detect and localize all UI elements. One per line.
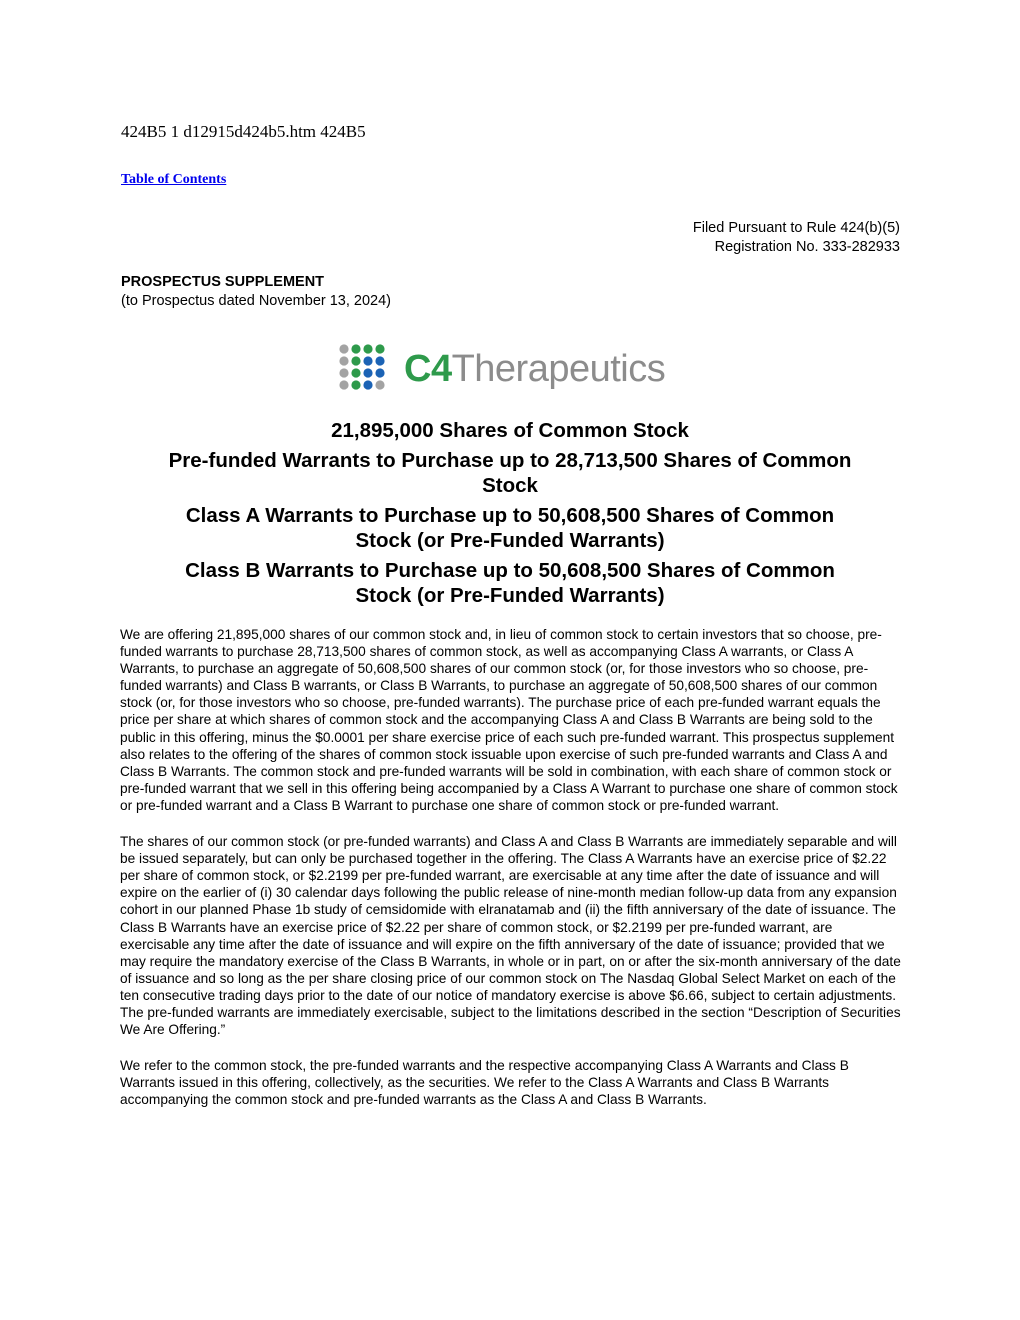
file-header: 424B5 1 d12915d424b5.htm 424B5 (121, 122, 366, 141)
offering-title-prefunded-warrants: Pre-funded Warrants to Purchase up to 28,713,500 Shares of Common Stock (168, 448, 852, 497)
logo-wordmark (404, 343, 665, 395)
prospectus-body (120, 626, 902, 1127)
table-of-contents-link[interactable]: Table of Contents (121, 172, 227, 187)
c4-dots-icon (338, 343, 398, 395)
offering-titles (121, 418, 899, 613)
paragraph-warrant-terms: The shares of our common stock (or pre-funded warrants) and Class A and Class B Warrants are immediately separable and will be issued separately, but can only be purchased together in the offering. The Class A Warrants have an exercise price of $2.22 per share of common stock, or $2.2199 per pre-funded warrant, are exercisable at any time after the date of issuance and will expire on the earlier of (i) 30 calendar days following the public release of nine-month median follow-up data from any expansion cohort in our planned Phase 1b study of cemsidomide with elranatamab and (ii) the fifth anniversary of the date of issuance. The Class B Warrants have an exercise price of $2.22 per share of common stock, or $2.2199 per pre-funded warrant, are exercisable any time after the date of issuance and will expire on the fifth anniversary of the date of issuance; provided that we may require the mandatory exercise of the Class B Warrants, in whole or in part, on or after the six-month anniversary of the date of issuance and so long as the per share closing price of our common stock on The Nasdaq Global Select Market on each of the ten consecutive trading days prior to the date of our notice of mandatory exercise is above $6.66, subject to certain adjustments. The pre-funded warrants are immediately exercisable, subject to the limitations described in the section “Description of Securities We Are Offering.” (120, 834, 901, 1038)
registration-number: Registration No. 333-282933 (714, 239, 900, 255)
supplement-subtitle: (to Prospectus dated November 13, 2024) (121, 293, 392, 309)
offering-title-common-stock: 21,895,000 Shares of Common Stock (331, 419, 689, 442)
filing-info (693, 219, 900, 257)
offering-title-class-a-warrants: Class A Warrants to Purchase up to 50,608,500 Shares of Common Stock (or Pre-Funded Warrants) (185, 503, 835, 552)
supplement-title: PROSPECTUS SUPPLEMENT (121, 274, 325, 290)
offering-title-class-b-warrants: Class B Warrants to Purchase up to 50,608,500 Shares of Common Stock (or Pre-Funded Warrants) (185, 558, 835, 607)
company-logo (338, 343, 665, 395)
logo-c4: C4 (404, 348, 452, 390)
filing-rule: Filed Pursuant to Rule 424(b)(5) (692, 220, 900, 236)
paragraph-offering-overview: We are offering 21,895,000 shares of our common stock and, in lieu of common stock to certain investors that so choose, pre-funded warrants to purchase 28,713,500 shares of common stock, as well as accompanying Class A warrants, or Class A Warrants, to purchase an aggregate of 50,608,500 shares of our common stock (or, for those investors who so choose, pre-funded warrants) and Class B warrants, or Class B Warrants, to purchase an aggregate of 50,608,500 shares of our common stock (or, for those investors who so choose, pre-funded warrants). The purchase price of each pre-funded warrant equals the price per share at which shares of common stock and the accompanying Class A and Class B Warrants are being sold to the public in this offering, minus the $0.0001 per share exercise price of each such pre-funded warrant. This prospectus supplement also relates to the offering of the shares of common stock issuable upon exercise of such pre-funded warrants and Class A and Class B Warrants. The common stock and pre-funded warrants will be sold in combination, with each share of common stock or pre-funded warrant that we sell in this offering being accompanied by a Class A Warrant to purchase one share of common stock or pre-funded warrant and a Class B Warrant to purchase one share of common stock or pre-funded warrant. (120, 627, 898, 813)
logo-therapeutics: Therapeutics (451, 348, 666, 390)
paragraph-securities-definition: We refer to the common stock, the pre-funded warrants and the respective accompanying Class A Warrants and Class B Warrants issued in this offering, collectively, as the securities. We refer to the Class A Warrants and Class B Warrants accompanying the common stock and pre-funded warrants as the Class A and Class B Warrants. (120, 1058, 849, 1108)
prospectus-supplement-heading (121, 273, 391, 311)
